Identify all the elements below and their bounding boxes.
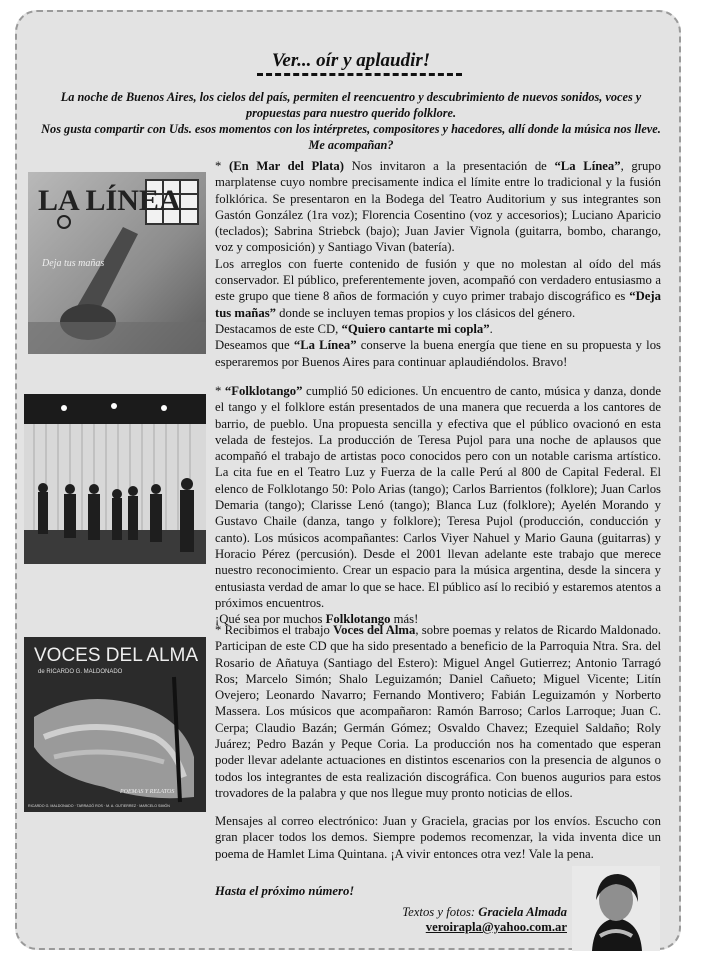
signature-line <box>402 905 567 920</box>
text-run: , grupo marplatense cuyo nombre precisamente indica el límite entre lo tradicional y la fusión folklórica. Se presentaron en la Bodega del Teatro Auditorium y sus integrantes son Gastón González (1ra voz); Florencia Cosentino (voz y accesorios); Luciano Aparicio (teclados); Sabrina Striebck (bajo); Juan Javier Vignola (guitarra, bombo, charango, voz y composición) y Santiago Vivan (batería). <box>215 159 661 255</box>
text-run-bold: “La Línea” <box>554 159 621 173</box>
text-run-bold: “Quiero cantarte mi copla” <box>341 321 490 336</box>
article-folklotango <box>215 383 661 627</box>
article-la-linea-p4 <box>215 337 661 370</box>
farewell-text: Hasta el próximo número! <box>215 884 355 898</box>
text-run: * <box>215 384 225 398</box>
text-run: * <box>215 159 229 173</box>
article-voces-del-alma <box>215 622 661 801</box>
text-run-bold: “La Línea” <box>293 338 357 353</box>
text-run-bold: (En Mar del Plata) <box>228 159 344 173</box>
text-run: Deseamos que <box>215 338 294 353</box>
la-linea-cover-image <box>28 172 206 354</box>
text-run: conserve la buena energía que tiene en su propuesta y los esperaremos por Buenos Aires para continuar aplaudiéndolos. Bravo! <box>215 338 661 369</box>
intro-line-1: La noche de Buenos Aires, los cielos del país, permiten el reencuentro y descubrimiento de nuevos sonidos, voces y propuestas para nuestro querido folklore. <box>60 90 642 120</box>
article-la-linea <box>215 158 661 370</box>
text-run: ¡Qué sea por muchos <box>215 612 326 627</box>
signature-name: Graciela Almada <box>478 905 567 919</box>
text-run: . <box>489 321 493 336</box>
text-run: más! <box>390 612 419 627</box>
text-run: Los arreglos con fuerte contenido de fusión y que no molestan al oído del más conservador. El público, preferentemente joven, acompañó con verdadero entusiasmo a este grupo que tiene 8 años de formación y cuyo primer trabajo discográfico es <box>215 256 661 304</box>
article-folklotango-p1 <box>215 383 661 611</box>
signature <box>402 905 567 935</box>
voces-del-alma-cover-image <box>24 637 206 812</box>
la-linea-cover-title: LA LÍNEA <box>38 184 181 217</box>
voces-del-alma-cover-footer: RICARDO G. MALDONADO · TARRAGÓ ROS · M. A. GUTIERREZ · MARCELO SIMÓN <box>28 804 170 808</box>
page-title: Ver... oír y aplaudir! <box>271 50 431 71</box>
mail-note-text: Mensajes al correo electrónico: Juan y Graciela, gracias por los envíos. Escucho con gran placer todos los demos. Siempre podemos recomenzar, la vida inventa dice un poema de Hamlet Lima Quintana. ¡A vivir entonces otra vez! Vale la pena. <box>215 814 661 861</box>
signature-email[interactable]: veroirapla@yahoo.com.ar <box>425 920 567 934</box>
author-portrait-photo <box>572 866 660 951</box>
intro-text <box>40 89 662 153</box>
text-run: Destacamos de este CD, <box>215 321 342 336</box>
intro-line-2: Nos gusta compartir con Uds. esos momentos con los intérpretes, compositores y hacedores, allí donde la música nos lleve. Me acompañan? <box>41 122 661 152</box>
text-run-bold: “Folklotango” <box>224 384 303 398</box>
text-run: , sobre poemas y relatos de Ricardo Maldonado. Participan de este CD que ha sido presentado a beneficio de la Parroquia Ntra. Sra. del Rosario de Añatuya (Santiago del Estero): Miguel Angel Gutierrez; Antonio Tarragó Ros; Marcelo Simón; Shalo Leguizamón; Daniel Cañueto; Miguel Vicente; Litín Ovejero; Leonardo Navarro; Fernando Montivero; Fabián Leguizamón y Norberto Massera. Los músicos que acompañaron: Ramón Barroso; Carlos Larroque; Juan C. Cerpa; Claudio Bazán; Germán Gómez; Osvaldo Chavez; Ezequiel Saldaño; Roly Juárez; Pedro Bazán y Peque Coria. La producción nos ha comentado que esperan poder llevar adelante actuaciones en distintos escenarios con la presencia de algunos o todos los integrantes de esta realización discográfica. Con buenos augurios para estos trovadores de la palabra y que nos llegue muy pronto noticias de ellos. <box>215 623 661 800</box>
voces-del-alma-cover-caption: POEMAS Y RELATOS <box>120 789 175 795</box>
voces-del-alma-cover-title: VOCES DEL ALMA <box>34 645 199 666</box>
text-run: * Recibimos el trabajo <box>215 623 334 637</box>
article-la-linea-p2 <box>215 256 661 321</box>
text-run: donde se incluyen temas propios y los clásicos del género. <box>275 305 576 320</box>
title-underline <box>257 73 462 76</box>
signature-label: Textos y fotos: <box>402 905 479 919</box>
text-run-bold: Folklotango <box>325 612 391 627</box>
folklotango-stage-photo <box>24 394 206 564</box>
mail-note <box>215 813 661 862</box>
text-run: cumplió 50 ediciones. Un encuentro de canto, música y danza, donde el tango y el folklore están presentados de una manera que recuerda a los cantores de barrio, de pueblo. Una propuesta sencilla y efectiva que el público ovacionó en esta velada de festejos. La producción de Teresa Pujol para una noche de aplausos que acompañó el trabajo de artistas poco conocidos pero con un notable carisma artístico. La cita fue en el Teatro Luz y Fuerza de la calle Perú al 800 de Capital Federal. El elenco de Folklotango 50: Polo Arias (tango); Carlos Barrientos (folklore); Juan Carlos Demaria (tango); Clarisse Lenó (tango); Blanca Luz (folklore); Ayelén Morando y Gustavo Chaile (danza, tango y folklore); Teresa Pujol (producción, conducción y canto). Los músicos acompañantes: Carlos Viyer Nahuel y Mario Gauna (guitarras) y Horacio Pérez (percusión). Desde el 2001 llevan adelante este trabajo que merece nuestro reconocimiento. Crear un espacio para la música argentina, desde la sincera y entusiasta verdad de amar lo que se hace. El público así lo recibió y estaremos atentos a próximos encuentros. <box>215 384 661 610</box>
article-la-linea-p3 <box>215 321 661 337</box>
text-run-bold: “Deja tus mañas” <box>215 289 661 320</box>
text-run: Nos invitaron a la presentación de <box>343 159 555 173</box>
la-linea-cover-caption: Deja tus mañas <box>42 258 105 269</box>
article-la-linea-p1 <box>215 158 661 256</box>
text-run-bold: Voces del Alma <box>333 623 416 637</box>
article-voces-del-alma-p1 <box>215 622 661 801</box>
voces-del-alma-cover-subtitle: de RICARDO G. MALDONADO <box>38 669 123 675</box>
